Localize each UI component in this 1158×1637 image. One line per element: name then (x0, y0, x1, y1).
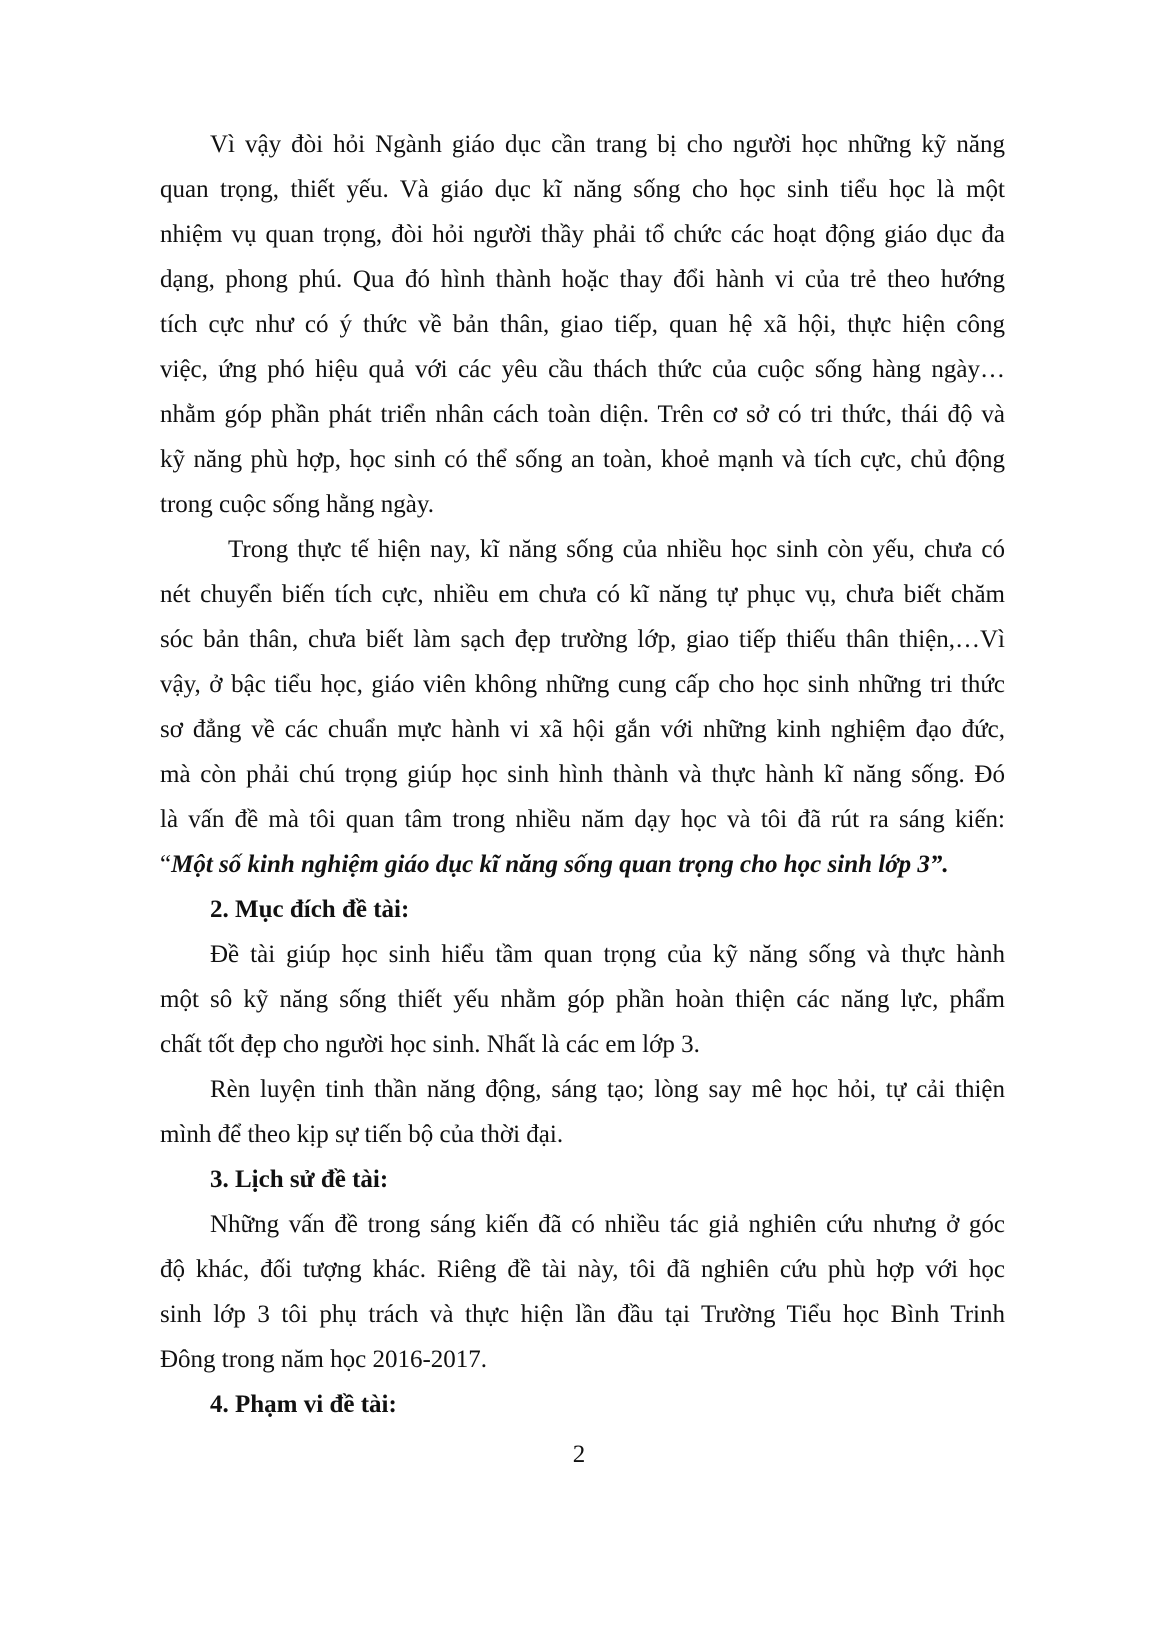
text-line: nhằm góp phần phát triển nhân cách toàn diện. Trên cơ sở có tri thức, thái độ và (160, 401, 1005, 428)
initiative-title: Một số kinh nghiệm giáo dục kĩ năng sống quan trọng cho học sinh lớp 3”. (171, 851, 949, 878)
paragraph-1 (160, 122, 1005, 527)
text-line: Trong thực tế hiện nay, kĩ năng sống của nhiều học sinh còn yếu, chưa có (228, 536, 1005, 563)
text-line: sinh lớp 3 tôi phụ trách và thực hiện lần đầu tại Trường Tiểu học Bình Trinh (160, 1301, 1005, 1328)
text-line: trong cuộc sống hằng ngày. (160, 491, 435, 518)
text-line: sóc bản thân, chưa biết làm sạch đẹp trường lớp, giao tiếp thiếu thân thiện,…Vì (160, 626, 1005, 653)
text-line: kỹ năng phù hợp, học sinh có thể sống an toàn, khoẻ mạnh và tích cực, chủ động (160, 446, 1005, 473)
text-line: quan trọng, thiết yếu. Và giáo dục kĩ năng sống cho học sinh tiểu học là một (160, 176, 1005, 203)
paragraph-5 (160, 1202, 1005, 1382)
section-heading-scope: 4. Phạm vi đề tài: (210, 1391, 397, 1418)
text-line: việc, ứng phó hiệu quả với các yêu cầu thách thức của cuộc sống hàng ngày… (160, 356, 1005, 383)
text-line: Đông trong năm học 2016-2017. (160, 1346, 488, 1373)
text-line: một sô kỹ năng sống thiết yếu nhằm góp phần hoàn thiện các năng lực, phẩm (160, 986, 1005, 1013)
text-line: tích cực như có ý thức về bản thân, giao tiếp, quan hệ xã hội, thực hiện công (160, 311, 1005, 338)
text-line: nét chuyển biến tích cực, nhiều em chưa có kĩ năng tự phục vụ, chưa biết chăm (160, 581, 1005, 608)
text-line: chất tốt đẹp cho người học sinh. Nhất là các em lớp 3. (160, 1031, 700, 1058)
text-line: sơ đẳng về các chuẩn mực hành vi xã hội gắn với những kinh nghiệm đạo đức, (160, 716, 1005, 743)
text-line: mình để theo kịp sự tiến bộ của thời đại. (160, 1121, 564, 1148)
paragraph-3 (160, 932, 1005, 1067)
text-line: là vấn đề mà tôi quan tâm trong nhiều năm dạy học và tôi đã rút ra sáng kiến: (160, 806, 1005, 833)
text-line: nhiệm vụ quan trọng, đòi hỏi người thầy phải tổ chức các hoạt động giáo dục đa (160, 221, 1005, 248)
text-line: độ khác, đối tượng khác. Riêng đề tài này, tôi đã nghiên cứu phù hợp với học (160, 1256, 1005, 1283)
text-line: dạng, phong phú. Qua đó hình thành hoặc thay đổi hành vi của trẻ theo hướng (160, 266, 1005, 293)
paragraph-2 (160, 527, 1005, 887)
quote-open: “ (160, 851, 172, 878)
text-line: vậy, ở bậc tiểu học, giáo viên không những cung cấp cho học sinh những tri thức (160, 671, 1005, 698)
paragraph-4 (160, 1067, 1005, 1157)
initiative-title-line (160, 842, 1005, 887)
text-line: Vì vậy đòi hỏi Ngành giáo dục cần trang bị cho người học những kỹ năng (210, 131, 1005, 158)
text-line: mà còn phải chú trọng giúp học sinh hình thành và thực hành kĩ năng sống. Đó (160, 761, 1005, 788)
section-heading-history: 3. Lịch sử đề tài: (210, 1166, 389, 1193)
text-line: Đề tài giúp học sinh hiểu tầm quan trọng của kỹ năng sống và thực hành (210, 941, 1005, 968)
page-number: 2 (572, 1441, 586, 1468)
document-page (160, 122, 1005, 1427)
text-line: Rèn luyện tinh thần năng động, sáng tạo; lòng say mê học hỏi, tự cải thiện (210, 1076, 1005, 1103)
section-heading-purpose: 2. Mục đích đề tài: (210, 896, 410, 923)
text-line: Những vấn đề trong sáng kiến đã có nhiều tác giả nghiên cứu nhưng ở góc (210, 1211, 1005, 1238)
